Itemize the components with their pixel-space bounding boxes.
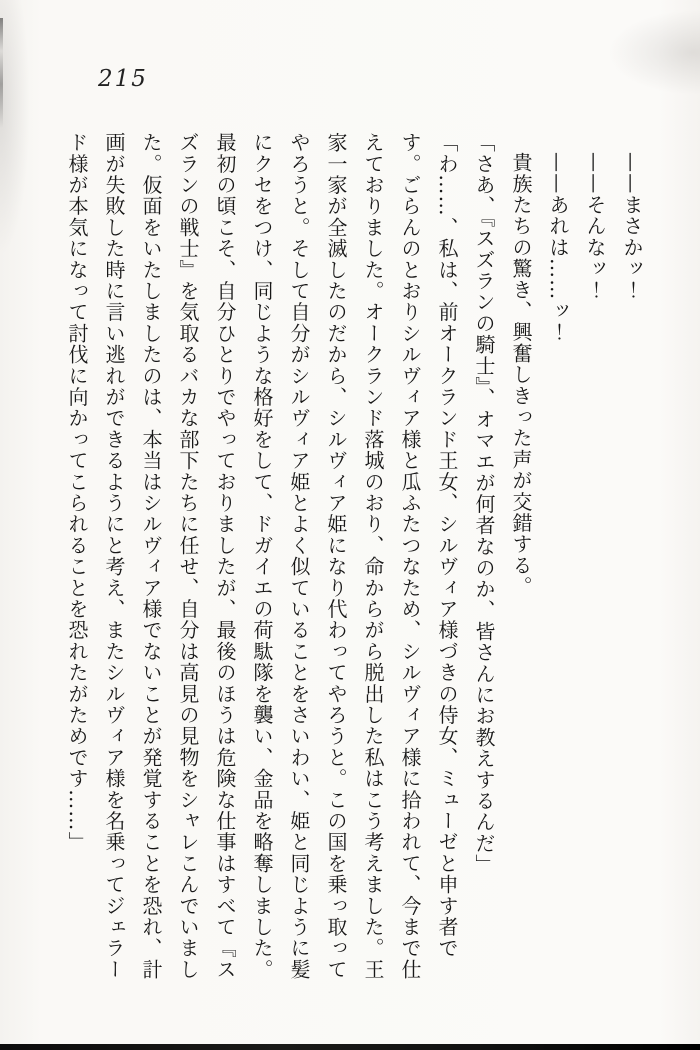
vertical-text-block <box>58 132 650 980</box>
page-number: 215 <box>98 66 148 92</box>
exclamation-line-2: ——そんなッ！ <box>583 152 607 301</box>
exclamation-line-3: ——あれは……ッ！ <box>546 152 570 343</box>
exclamation-line-1: ——まさかッ！ <box>620 152 644 301</box>
dialogue-paragraph-gerard: 「さあ、『スズランの騎士』、オマエが何者なのか、皆さんにお教えするんだ」 <box>472 132 496 876</box>
dialogue-paragraph-muse: 「わ……、私は、前オークランド王女、シルヴィア様づきの侍女、ミューゼと申す者です。ごらんのとおりシルヴィア様と瓜ふたつなため、シルヴィア様に拾われて、今まで仕えておりました。オークランド落城のおり、命からがら脱出した私はこう考えました。王家一家が全滅したのだから、シルヴィア姫になり代わってやろうと。この国を乗っ取ってやろうと。そして自分がシルヴィア姫とよく似ていることをさいわい、姫と同じように髪にクセをつけ、同じような格好をして、ドガイエの荷駄隊を襲い、金品を略奪しました。最初の頃こそ、自分ひとりでやっておりましたが、最後のほうは危険な仕事はすべて『スズランの戦士』を気取るバカな部下たちに任せ、自分は高見の見物をシャレこんでいました。仮面をいたしましたのは、本当はシルヴィア様でないことが発覚することを恐れ、計画が失敗した時に言い逃れができるようにと考え、またシルヴィア様を名乗ってジェラード様が本気になって討伐に向かってこられることを恐れたがためです……」 <box>65 132 459 980</box>
scan-smudge-left-edge <box>0 18 3 128</box>
scan-edge-bottom <box>0 1044 700 1050</box>
narration-paragraph: 貴族たちの驚き、興奮しきった声が交錯する。 <box>509 152 533 598</box>
